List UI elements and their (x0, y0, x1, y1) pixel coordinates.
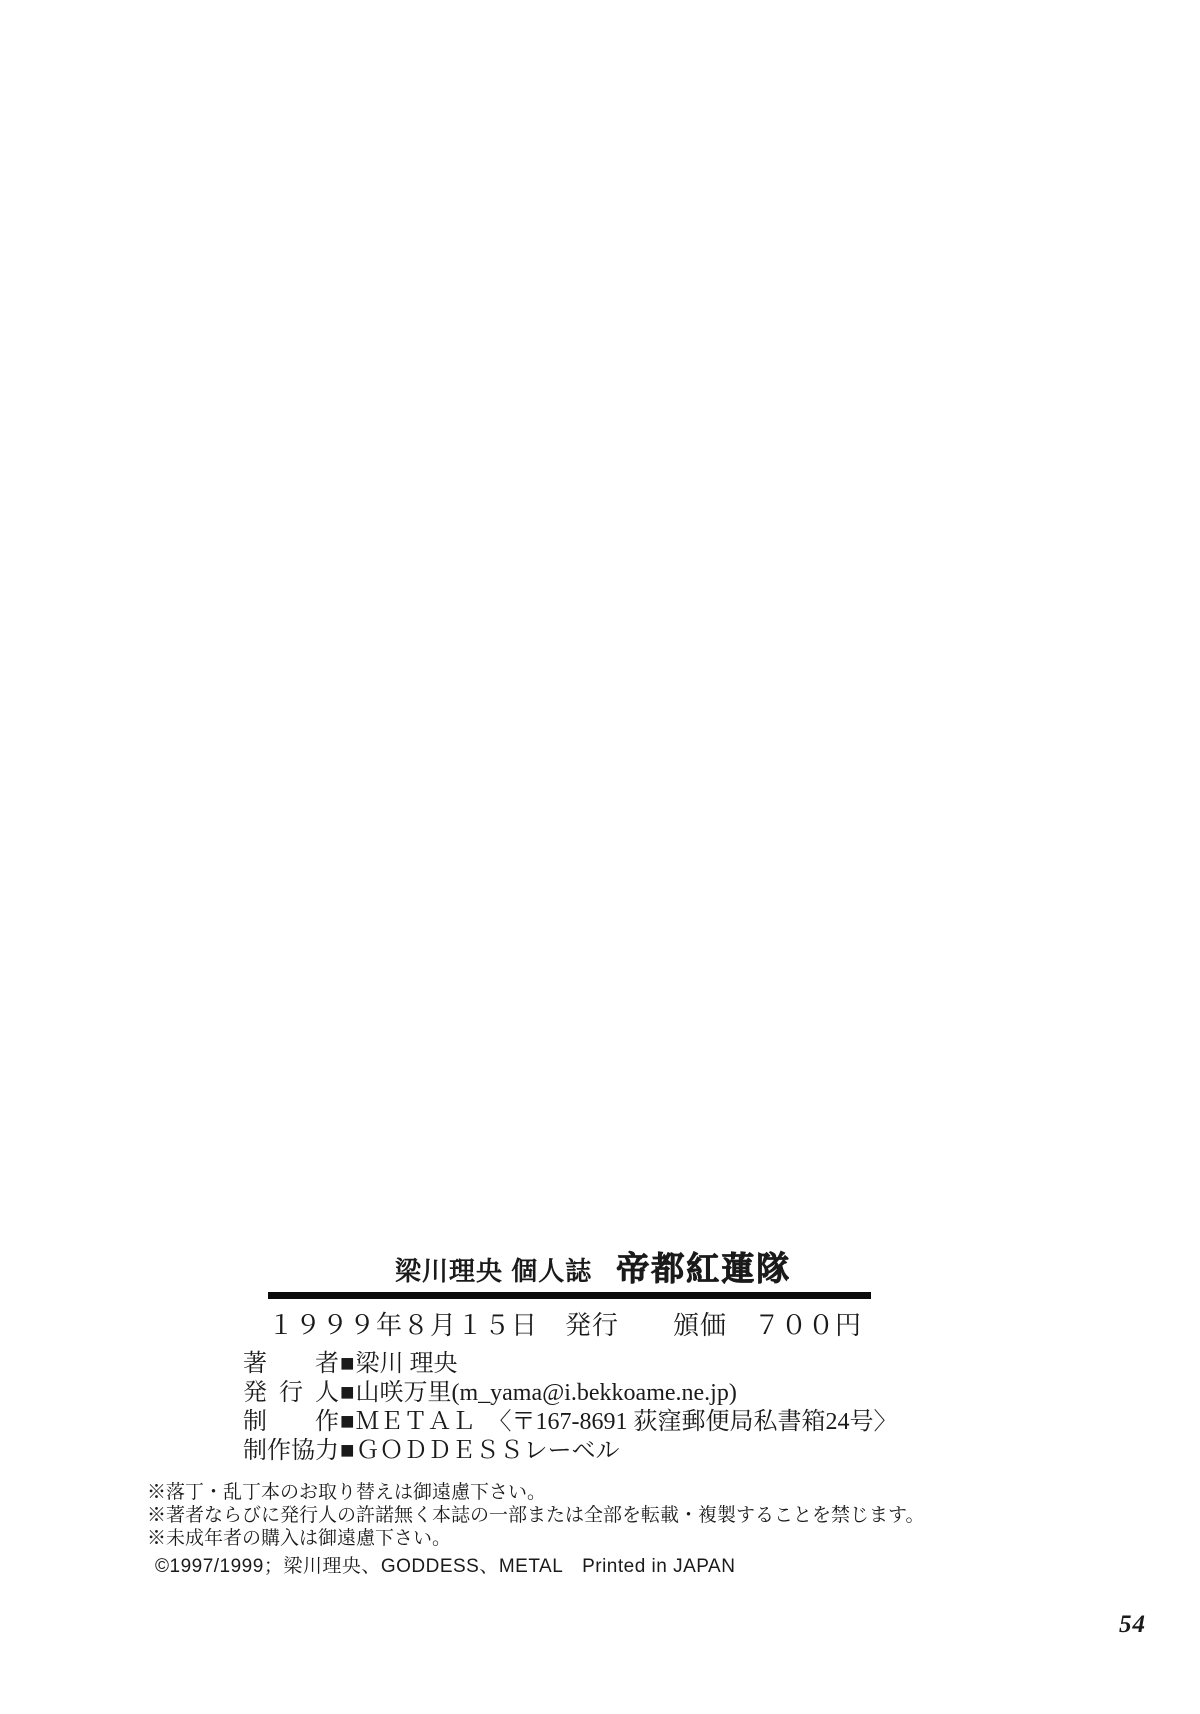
notice-minors: ※未成年者の購入は御遠慮下さい。 (147, 1528, 452, 1549)
book-title-main: 帝都紅蓮隊 (616, 1250, 792, 1287)
credit-value: 梁川 理央 (355, 1351, 458, 1377)
credit-value: ＧＯＤＤＥＳＳレーベル (355, 1438, 620, 1464)
square-bullet-icon: ■ (340, 1351, 355, 1377)
credit-value: ＭＥＴＡＬ 〈〒167-8691 荻窪郵便局私書箱24号〉 (355, 1409, 898, 1435)
notice-returns: ※落丁・乱丁本のお取り替えは御遠慮下さい。 (147, 1482, 547, 1503)
credits-list (243, 1350, 898, 1466)
credit-row-cooperation (243, 1437, 898, 1466)
credit-value: 山咲万里(m_yama@i.bekkoame.ne.jp) (355, 1380, 737, 1406)
book-title-prefix: 梁川理央 個人誌 (395, 1256, 593, 1286)
notices-list (147, 1481, 924, 1550)
credit-label: 制 作 (243, 1409, 339, 1435)
credit-row-production (243, 1408, 898, 1437)
divider-rule (268, 1292, 871, 1299)
credit-label: 発 行 人 (243, 1380, 339, 1406)
copyright-line: ©1997/1999；梁川理央、GODDESS、METAL Printed in JAPAN (155, 1556, 736, 1577)
book-title (395, 1243, 791, 1290)
credit-row-publisher (243, 1379, 898, 1408)
credit-label: 著 者 (243, 1351, 339, 1377)
notice-reproduction: ※著者ならびに発行人の許諾無く本誌の一部または全部を転載・複製することを禁じます。 (147, 1505, 925, 1526)
credit-label: 制作協力 (243, 1438, 339, 1464)
square-bullet-icon: ■ (340, 1409, 355, 1435)
credit-row-author (243, 1350, 898, 1379)
square-bullet-icon: ■ (340, 1438, 355, 1464)
publication-date-line: １９９９年８月１５日 発行 頒価 ７００円 (268, 1311, 863, 1340)
page-number: 54 (1119, 1611, 1146, 1638)
square-bullet-icon: ■ (340, 1380, 355, 1406)
